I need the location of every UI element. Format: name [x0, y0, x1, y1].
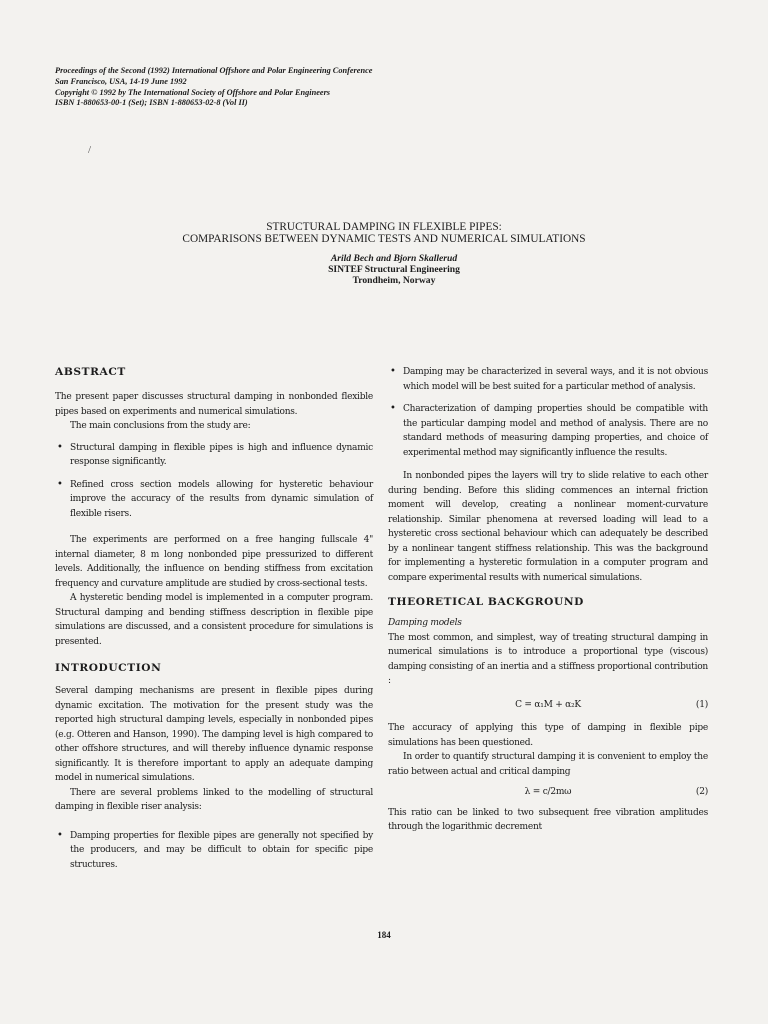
equation-number: (1) — [695, 699, 708, 710]
equation-expression: C = α₁M + α₂K — [515, 699, 581, 710]
left-column — [55, 365, 373, 872]
abstract-paragraph: The experiments are performed on a free hanging fullscale 4" internal diameter, 8 m long nonbonded pipe pressurized to different levels. Additionally, the influence on bending stiffness from excitation frequency and curvature amplitude are studied by cross-sectional tests. — [55, 535, 373, 589]
theory-paragraph: This ratio can be linked to two subsequent free vibration amplitudes through the logarithmic decrement — [388, 807, 708, 832]
stray-mark: / — [88, 144, 92, 156]
proceedings-line: Copyright © 1992 by The International Society of Offshore and Polar Engineers — [55, 87, 331, 97]
introduction-heading: INTRODUCTION — [55, 662, 162, 674]
equation-2 — [388, 785, 708, 800]
proceedings-header — [55, 66, 475, 109]
proceedings-line: ISBN 1-880653-00-1 (Set); ISBN 1-880653-02-8 (Vol II) — [55, 98, 248, 108]
introduction-bullets-continued — [388, 365, 708, 460]
theory-subheading: Damping models — [388, 618, 462, 628]
theory-heading: THEORETICAL BACKGROUND — [388, 596, 584, 608]
theory-paragraph: The accuracy of applying this type of damping in flexible pipe simulations has been questioned. — [388, 723, 708, 748]
introduction-paragraph: In nonbonded pipes the layers will try to slide relative to each other during bending. Before this sliding commences an internal friction moment will develop, creating a nonlinear moment-curvature relationship. Similar phenomena at reversed loading will lead to a hysteretic cross sectional behaviour which can adequately be described by a nonlinear tangent stiffness relationship. This was the background for implementing a hysteretic formulation in a computer program and compare experimental results with numerical simulations. — [388, 471, 708, 583]
author-block — [0, 253, 768, 287]
list-item: • Damping properties for flexible pipes are generally not specified by the producers, and may be difficult to obtain for specific pipe structures. — [55, 829, 373, 873]
theory-paragraph: In order to quantify structural damping it is convenient to employ the ratio between actual and critical damping — [388, 752, 708, 777]
list-item: • Refined cross section models allowing for hysteretic behaviour improve the accuracy of the results from dynamic simulation of flexible risers. — [55, 478, 373, 522]
list-item: • Characterization of damping properties should be compatible with the particular damping model and method of analysis. There are no standard methods of measuring damping properties, and choice of experimental method may significantly influence the results. — [388, 402, 708, 460]
introduction-bullets — [55, 829, 373, 873]
title-line: COMPARISONS BETWEEN DYNAMIC TESTS AND NUMERICAL SIMULATIONS — [182, 233, 586, 245]
theory-paragraph: The most common, and simplest, way of treating structural damping in numerical simulations is to introduce a proportional type (viscous) damping consisting of an inertia and a stiffness proportional contribution : — [388, 632, 708, 686]
page-number: 184 — [377, 930, 391, 940]
proceedings-line: Proceedings of the Second (1992) International Offshore and Polar Engineering Conference — [55, 66, 373, 75]
introduction-paragraph: There are several problems linked to the modelling of structural damping in flexible riser analysis: — [55, 787, 373, 812]
affiliation: SINTEF Structural Engineering — [328, 264, 460, 276]
equation-number: (2) — [695, 787, 708, 797]
abstract-intro: The present paper discusses structural damping in nonbonded flexible pipes based on experiments and numerical simulations. — [55, 392, 373, 417]
list-item: • Damping may be characterized in several ways, and it is not obvious which model will be best suited for a particular method of analysis. — [388, 365, 708, 394]
right-column — [388, 365, 708, 835]
abstract-heading: ABSTRACT — [55, 366, 126, 378]
equation-expression: λ = c/2mω — [524, 787, 572, 797]
introduction-paragraph: Several damping mechanisms are present in flexible pipes during dynamic excitation. The motivation for the present study was the reported high structural damping levels, especially in nonbonded pipes (e.g. Otteren and Hanson, 1990). The damping level is high compared to other offshore structures, and will thereby influence dynamic response significantly. It is therefore important to apply an adequate damping model in numerical simulations. — [55, 686, 373, 783]
author-names: Arild Bech and Bjorn Skallerud — [330, 253, 458, 264]
equation-1 — [388, 698, 708, 713]
paper-title — [0, 221, 768, 245]
title-line: STRUCTURAL DAMPING IN FLEXIBLE PIPES: — [266, 221, 502, 233]
abstract-lead: The main conclusions from the study are: — [70, 421, 251, 431]
list-item: • Structural damping in flexible pipes is high and influence dynamic response significantly. — [55, 441, 373, 470]
abstract-paragraph: A hysteretic bending model is implemented in a computer program. Structural damping and bending stiffness description in flexible pipe simulations are discussed, and a consistent procedure for simulations is presented. — [55, 593, 373, 647]
abstract-bullets — [55, 441, 373, 522]
proceedings-line: San Francisco, USA, 14-19 June 1992 — [55, 76, 187, 86]
location: Trondheim, Norway — [352, 275, 436, 287]
